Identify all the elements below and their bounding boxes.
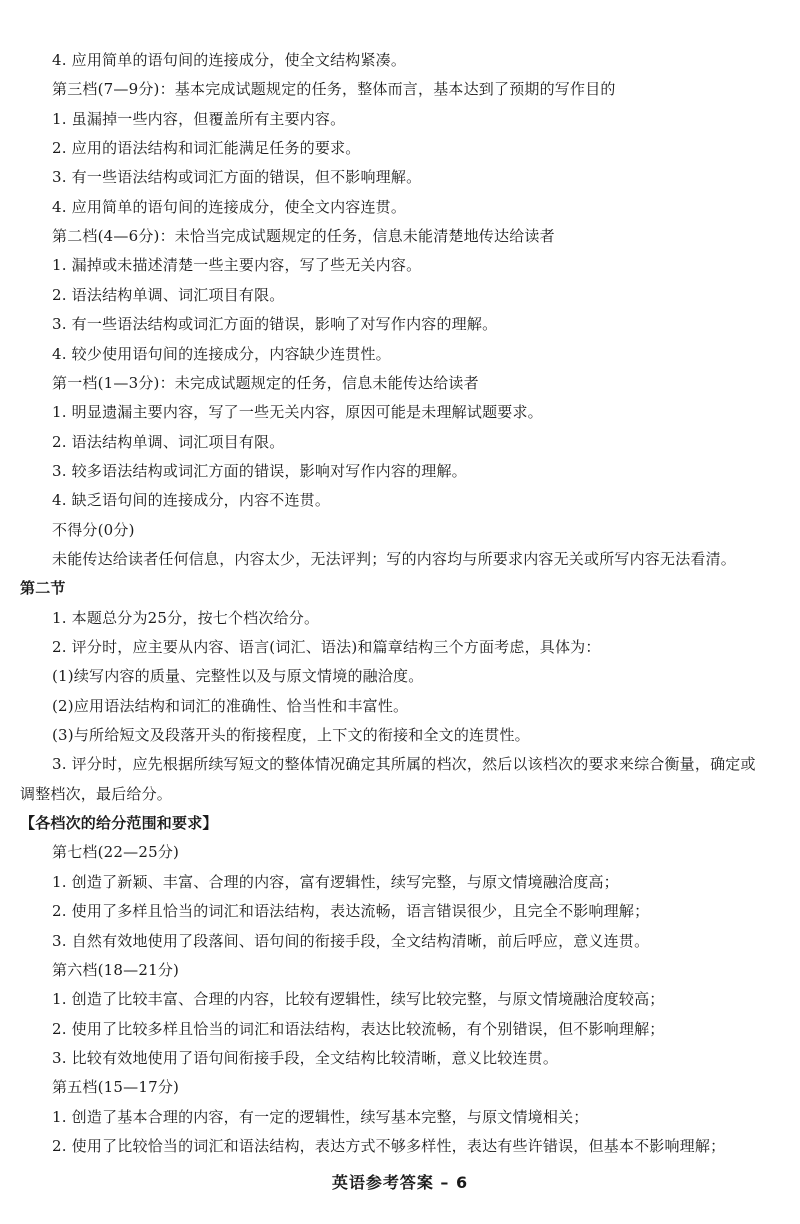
- text-line: 第六档(18—21分): [52, 961, 180, 979]
- text-line: 4. 较少使用语句间的连接成分，内容缺少连贯性。: [52, 345, 391, 363]
- text-line: 第一档(1—3分)：未完成试题规定的任务，信息未能传达给读者: [52, 374, 479, 392]
- text-line: 1. 明显遗漏主要内容，写了一些无关内容，原因可能是未理解试题要求。: [52, 403, 543, 421]
- text-line: 3. 自然有效地使用了段落间、语句间的衔接手段，全文结构清晰，前后呼应，意义连贯。: [52, 932, 650, 950]
- section-heading: 【各档次的给分范围和要求】: [20, 814, 218, 832]
- text-line: 1. 虽漏掉一些内容，但覆盖所有主要内容。: [52, 110, 346, 128]
- text-line: 1. 创造了新颖、丰富、合理的内容，富有逻辑性，续写完整，与原文情境融洽度高；: [52, 873, 619, 891]
- text-line: 2. 语法结构单调、词汇项目有限。: [52, 286, 285, 304]
- text-line: 3. 有一些语法结构或词汇方面的错误，影响了对写作内容的理解。: [52, 315, 498, 333]
- text-line: 第五档(15—17分): [52, 1078, 180, 1096]
- text-line: 第三档(7—9分)：基本完成试题规定的任务，整体而言，基本达到了预期的写作目的: [52, 80, 616, 98]
- text-line: 3. 评分时，应先根据所续写短文的整体情况确定其所属的档次，然后以该档次的要求来综合衡量，确定或: [52, 755, 756, 773]
- text-line: 1. 本题总分为25分，按七个档次给分。: [52, 609, 320, 627]
- text-line: 2. 语法结构单调、词汇项目有限。: [52, 433, 285, 451]
- text-line: 调整档次，最后给分。: [20, 785, 173, 803]
- text-line: 2. 评分时，应主要从内容、语言(词汇、语法)和篇章结构三个方面考虑，具体为：: [52, 638, 601, 656]
- text-line: 1. 漏掉或未描述清楚一些主要内容，写了些无关内容。: [52, 256, 422, 274]
- text-line: 不得分(0分): [52, 521, 135, 539]
- text-line: 第二档(4—6分)：未恰当完成试题规定的任务，信息未能清楚地传达给读者: [52, 227, 555, 245]
- text-line: 第七档(22—25分): [52, 843, 180, 861]
- text-line: (3)与所给短文及段落开头的衔接程度，上下文的衔接和全文的连贯性。: [52, 726, 530, 744]
- section-heading: 第二节: [20, 579, 66, 597]
- text-line: 4. 缺乏语句间的连接成分，内容不连贯。: [52, 491, 331, 509]
- text-line: (2)应用语法结构和词汇的准确性、恰当性和丰富性。: [52, 697, 409, 715]
- text-line: 4. 应用简单的语句间的连接成分，使全文内容连贯。: [52, 198, 407, 216]
- text-line: 1. 创造了基本合理的内容，有一定的逻辑性，续写基本完整，与原文情境相关；: [52, 1108, 589, 1126]
- text-line: 3. 有一些语法结构或词汇方面的错误，但不影响理解。: [52, 168, 422, 186]
- text-line: 3. 较多语法结构或词汇方面的错误，影响对写作内容的理解。: [52, 462, 467, 480]
- text-line: 未能传达给读者任何信息，内容太少，无法评判；写的内容均与所要求内容无关或所写内容无法看清。: [52, 550, 737, 568]
- text-line: 2. 使用了比较多样且恰当的词汇和语法结构，表达比较流畅，有个别错误，但不影响理解；: [52, 1020, 665, 1038]
- page-footer: 英语参考答案 – 6: [331, 1173, 469, 1192]
- text-line: 4. 应用简单的语句间的连接成分，使全文结构紧凑。: [52, 51, 407, 69]
- text-line: 2. 使用了多样且恰当的词汇和语法结构，表达流畅，语言错误很少，且完全不影响理解；: [52, 902, 650, 920]
- text-line: 2. 应用的语法结构和词汇能满足任务的要求。: [52, 139, 361, 157]
- text-line: 1. 创造了比较丰富、合理的内容，比较有逻辑性，续写比较完整，与原文情境融洽度较高；: [52, 990, 665, 1008]
- text-line: 2. 使用了比较恰当的词汇和语法结构，表达方式不够多样性，表达有些许错误，但基本不影响理解；: [52, 1137, 726, 1155]
- text-line: 3. 比较有效地使用了语句间衔接手段，全文结构比较清晰，意义比较连贯。: [52, 1049, 559, 1067]
- text-line: (1)续写内容的质量、完整性以及与原文情境的融洽度。: [52, 667, 424, 685]
